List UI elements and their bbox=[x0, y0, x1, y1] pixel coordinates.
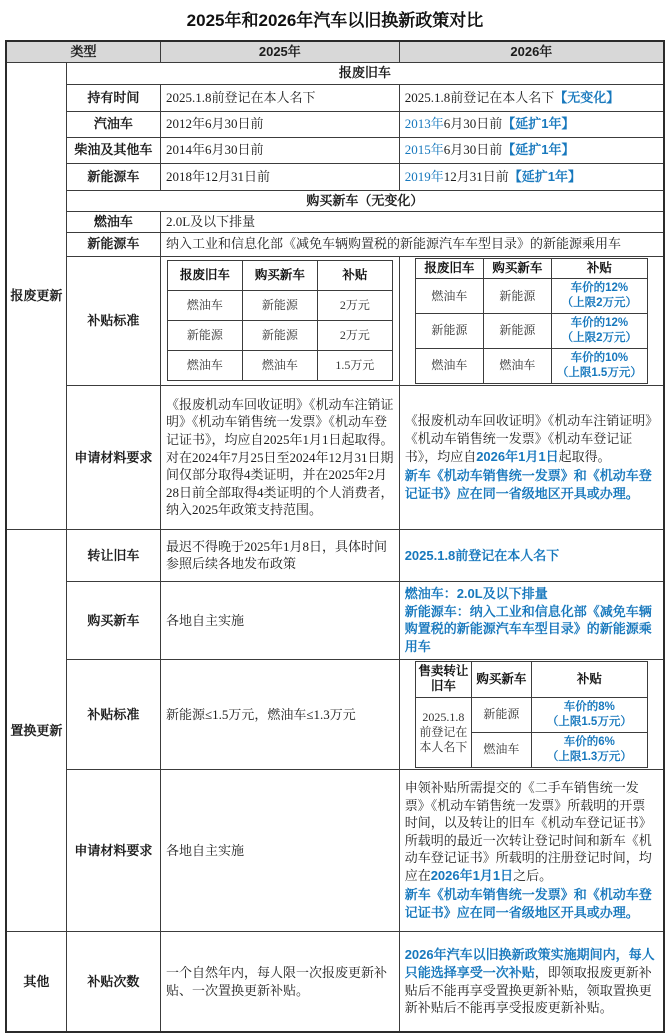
row-label-swap-materials: 申请材料要求 bbox=[66, 769, 160, 931]
row-label-nev: 新能源车 bbox=[66, 163, 160, 190]
scrap-subsidy-table-2025 bbox=[167, 260, 393, 381]
table-row bbox=[6, 931, 664, 1032]
row-label-diesel: 柴油及其他车 bbox=[66, 137, 160, 163]
nested-subsidy-cell bbox=[551, 279, 647, 314]
cell-scrap-materials-2025: 《报废机动车回收证明》《机动车注销证明》《机动车销售统一发票》《机动车登记证书》，均应自2025年1月1日起取得。对在2024年7月25日至2024年12月31日期间仅部分取得4类证明，并在2025年2月28日前全部取得4类证明的个人消费者，纳入2025年政策支持范围。 bbox=[160, 385, 399, 529]
subsidy-cap: （上限1.3万元） bbox=[546, 750, 632, 763]
section-row-scrap-old-car bbox=[6, 62, 664, 84]
row-label-scrap-materials: 申请材料要求 bbox=[66, 385, 160, 529]
nested-cell: 1.5万元 bbox=[317, 351, 392, 381]
row-label-nev-buy: 新能源车 bbox=[66, 232, 160, 256]
materials-date: 2026年1月1日 bbox=[476, 448, 559, 464]
nev-2026-tag: 【延扩1年】 bbox=[508, 168, 581, 184]
gasoline-2026-rest: 6月30日前 bbox=[443, 116, 503, 132]
cell-holding-2026 bbox=[399, 84, 664, 111]
holding-2026-text: 2025.1.8前登记在本人名下 bbox=[404, 89, 555, 105]
table-row bbox=[6, 137, 664, 163]
nested-subsidy-cell bbox=[531, 698, 647, 733]
nested-cell: 新能源 bbox=[242, 291, 317, 321]
nested-header: 购买新车 bbox=[471, 661, 531, 697]
nested-cell: 新能源 bbox=[471, 698, 531, 733]
cell-swap-materials-2025: 各地自主实施 bbox=[160, 769, 399, 931]
nested-cell: 燃油车 bbox=[415, 279, 483, 314]
nested-header: 售卖转让旧车 bbox=[415, 661, 471, 697]
cell-transfer-2026: 2025.1.8前登记在本人名下 bbox=[399, 529, 664, 581]
header-type: 类型 bbox=[6, 41, 160, 62]
cell-fuel-value: 2.0L及以下排量 bbox=[160, 211, 664, 232]
materials-text: 起取得。 bbox=[558, 448, 611, 464]
materials-text: 申领补贴所需提交的《二手车销售统一发票》《机动车销售统一发票》所载明的开票时间，以及转让的旧车《机动车登记证书》所载明的最近一次转让登记时间和新车《机动车登记证书》所载明的注册登记时间，均应在 bbox=[404, 780, 652, 883]
nested-cell: 新能源 bbox=[167, 321, 242, 351]
nested-cell: 燃油车 bbox=[242, 351, 317, 381]
cell-nev-buy-value: 纳入工业和信息化部《减免车辆购置税的新能源汽车车型目录》的新能源乘用车 bbox=[160, 232, 664, 256]
nev-2026-rest: 12月31日前 bbox=[443, 168, 509, 184]
cell-scrap-subsidy-2026 bbox=[399, 256, 664, 385]
swap-materials-2026-paragraph bbox=[405, 779, 658, 884]
nested-header: 补贴 bbox=[317, 261, 392, 291]
cell-diesel-2025: 2014年6月30日前 bbox=[160, 137, 399, 163]
row-label-holding-time: 持有时间 bbox=[66, 84, 160, 111]
nested-cell: 2万元 bbox=[317, 321, 392, 351]
diesel-2026-tag: 【延扩1年】 bbox=[502, 142, 575, 158]
nested-subsidy-cell bbox=[551, 348, 647, 383]
row-label-scrap-subsidy: 补贴标准 bbox=[66, 256, 160, 385]
nested-cell: 燃油车 bbox=[415, 348, 483, 383]
subsidy-rate: 车价的12% bbox=[570, 282, 629, 295]
cell-gasoline-2025: 2012年6月30日前 bbox=[160, 111, 399, 137]
cell-nev-2026 bbox=[399, 163, 664, 190]
subsidy-count-2026-plain: ，即领取报废更新补贴后不能再享受置换更新补贴，领取置换更新补贴后不能再享受报废更新补贴。 bbox=[404, 965, 652, 1016]
materials-text: 《报废机动车回收证明》《机动车注销证明》《机动车销售统一发票》《机动车登记证书》，均应自 bbox=[404, 413, 652, 464]
nested-cell: 2万元 bbox=[317, 291, 392, 321]
page-title: 2025年和2026年汽车以旧换新政策对比 bbox=[186, 11, 484, 30]
nested-subsidy-cell bbox=[551, 314, 647, 349]
nested-cell: 燃油车 bbox=[483, 348, 551, 383]
section-scrap-old-car: 报废旧车 bbox=[66, 62, 664, 84]
subsidy-cap: （上限1.5万元） bbox=[556, 366, 642, 379]
gasoline-2026-year: 2013年 bbox=[404, 116, 444, 132]
cell-swap-buy-2025: 各地自主实施 bbox=[160, 581, 399, 659]
cell-subsidy-count-2026 bbox=[399, 931, 664, 1032]
diesel-2026-year: 2015年 bbox=[404, 142, 444, 158]
swap-subsidy-table-2026 bbox=[415, 661, 648, 768]
section-buy-new: 购买新车（无变化） bbox=[66, 190, 664, 211]
diesel-2026-rest: 6月30日前 bbox=[443, 142, 503, 158]
scrap-materials-2026-note: 新车《机动车销售统一发票》和《机动车登记证书》应在同一省级地区开具或办理。 bbox=[404, 468, 652, 501]
subsidy-rate: 车价的12% bbox=[570, 317, 629, 330]
holding-2026-tag: 【无变化】 bbox=[554, 89, 620, 105]
subsidy-count-2026-highlight: 2026年汽车以旧换新政策实施期间内，每人只能选择享受一次补贴 bbox=[404, 947, 655, 980]
subsidy-rate: 车价的8% bbox=[563, 701, 615, 714]
table-row bbox=[6, 111, 664, 137]
cell-subsidy-count-2025: 一个自然年内，每人限一次报废更新补贴、一次置换更新补贴。 bbox=[160, 931, 399, 1032]
cell-diesel-2026 bbox=[399, 137, 664, 163]
nested-header: 报废旧车 bbox=[415, 258, 483, 279]
table-header-row bbox=[6, 41, 664, 62]
row-label-subsidy-count: 补贴次数 bbox=[66, 931, 160, 1032]
table-row bbox=[6, 84, 664, 111]
nested-header: 补贴 bbox=[531, 661, 647, 697]
cell-scrap-subsidy-2025 bbox=[160, 256, 399, 385]
cell-swap-buy-2026 bbox=[399, 581, 664, 659]
cell-gasoline-2026 bbox=[399, 111, 664, 137]
nested-header: 购买新车 bbox=[483, 258, 551, 279]
row-label-fuel: 燃油车 bbox=[66, 211, 160, 232]
swap-buy-2026-line2: 新能源车：纳入工业和信息化部《减免车辆购置税的新能源汽车车型目录》的新能源乘用车 bbox=[404, 603, 652, 654]
materials-text: 之后。 bbox=[513, 867, 553, 883]
section-row-buy-new bbox=[6, 190, 664, 211]
swap-buy-2026-line1: 燃油车：2.0L及以下排量 bbox=[404, 586, 548, 602]
header-2025: 2025年 bbox=[160, 41, 399, 62]
table-row bbox=[6, 232, 664, 256]
table-row bbox=[6, 163, 664, 190]
nested-header: 报废旧车 bbox=[167, 261, 242, 291]
cell-swap-subsidy-2026 bbox=[399, 659, 664, 769]
cell-scrap-materials-2026 bbox=[399, 385, 664, 529]
row-label-swap-subsidy: 补贴标准 bbox=[66, 659, 160, 769]
policy-comparison-table bbox=[5, 40, 665, 1033]
nested-cell: 燃油车 bbox=[167, 351, 242, 381]
group-label-scrap-update: 报废更新 bbox=[6, 62, 66, 529]
row-label-swap-buy-new: 购买新车 bbox=[66, 581, 160, 659]
subsidy-rate: 车价的10% bbox=[570, 351, 629, 364]
nested-cell: 燃油车 bbox=[471, 732, 531, 767]
table-row bbox=[6, 769, 664, 931]
row-label-transfer: 转让旧车 bbox=[66, 529, 160, 581]
nested-header: 补贴 bbox=[551, 258, 647, 279]
subsidy-cap: （上限2万元） bbox=[561, 297, 638, 310]
table-row bbox=[6, 529, 664, 581]
nested-cell: 新能源 bbox=[483, 279, 551, 314]
cell-nev-2025: 2018年12月31日前 bbox=[160, 163, 399, 190]
table-row bbox=[6, 581, 664, 659]
gasoline-2026-tag: 【延扩1年】 bbox=[502, 116, 575, 132]
nested-subsidy-cell bbox=[531, 732, 647, 767]
table-row bbox=[6, 211, 664, 232]
nev-2026-year: 2019年 bbox=[404, 168, 444, 184]
table-row bbox=[6, 256, 664, 385]
cell-transfer-2025: 最迟不得晚于2025年1月8日，具体时间参照后续各地发布政策 bbox=[160, 529, 399, 581]
table-row bbox=[6, 385, 664, 529]
group-label-other: 其他 bbox=[6, 931, 66, 1032]
cell-swap-subsidy-2025: 新能源≤1.5万元，燃油车≤1.3万元 bbox=[160, 659, 399, 769]
cell-holding-2025: 2025.1.8前登记在本人名下 bbox=[160, 84, 399, 111]
nested-old-car-cell: 2025.1.8前登记在本人名下 bbox=[415, 698, 471, 768]
subsidy-rate: 车价的6% bbox=[563, 735, 615, 748]
nested-cell: 新能源 bbox=[483, 314, 551, 349]
nested-cell: 新能源 bbox=[415, 314, 483, 349]
nested-cell: 燃油车 bbox=[167, 291, 242, 321]
subsidy-cap: （上限2万元） bbox=[561, 331, 638, 344]
materials-date: 2026年1月1日 bbox=[430, 867, 514, 883]
cell-swap-materials-2026 bbox=[399, 769, 664, 931]
header-2026: 2026年 bbox=[399, 41, 664, 62]
nested-cell: 新能源 bbox=[242, 321, 317, 351]
swap-materials-2026-note: 新车《机动车销售统一发票》和《机动车登记证书》应在同一省级地区开具或办理。 bbox=[404, 887, 652, 920]
scrap-subsidy-table-2026 bbox=[415, 258, 648, 384]
group-label-swap-update: 置换更新 bbox=[6, 529, 66, 931]
scrap-materials-2026-paragraph bbox=[405, 412, 658, 465]
nested-header: 购买新车 bbox=[242, 261, 317, 291]
subsidy-cap: （上限1.5万元） bbox=[546, 715, 632, 728]
table-row bbox=[6, 659, 664, 769]
row-label-gasoline: 汽油车 bbox=[66, 111, 160, 137]
